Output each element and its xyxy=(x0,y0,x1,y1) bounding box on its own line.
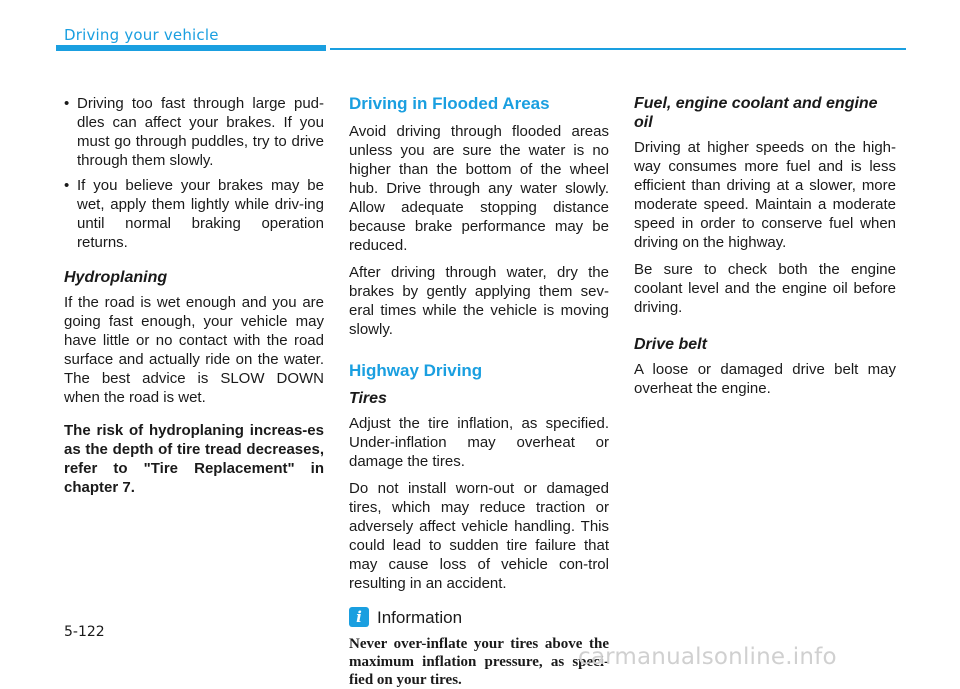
flooded-areas-heading: Driving in Flooded Areas xyxy=(349,94,550,113)
drive-belt-heading: Drive belt xyxy=(634,336,707,353)
drive-belt-paragraph: A loose or damaged drive belt may overheat the engine. xyxy=(634,361,896,397)
header-rule xyxy=(330,48,906,50)
column-middle xyxy=(349,94,609,689)
hydroplaning-heading: Hydroplaning xyxy=(64,269,168,286)
hydroplaning-paragraph: If the road is wet enough and you are going fast enough, your vehicle may have little or no contact with the road surface and actually ride on the water. The best advice is SLOW DOWN when the road is wet. xyxy=(64,294,324,406)
list-item: • Driving too fast through large pud-dles can affect your brakes. If you must go through puddles, try to drive through them slowly. xyxy=(64,94,324,170)
watermark: carmanualsonline.info xyxy=(578,644,837,670)
fuel-paragraph-2: Be sure to check both the engine coolant level and the engine oil before driving. xyxy=(634,261,896,316)
highway-driving-heading: Highway Driving xyxy=(349,361,483,380)
information-header xyxy=(349,607,609,627)
tires-paragraph-2: Do not install worn-out or damaged tires, which may reduce traction or adversely affect vehicle handling. This could lead to sudden tire failure that may cause loss of vehicle con-trol resulting in an accident. xyxy=(349,480,609,592)
information-text: Never over-inflate your tires above the maximum inflation pressure, as speci-fied on your tires. xyxy=(349,636,609,688)
hydroplaning-note: The risk of hydroplaning increas-es as the depth of tire tread decreases, refer to "Tire Replacement" in chapter 7. xyxy=(64,422,324,496)
fuel-paragraph-1: Driving at higher speeds on the high-way consumes more fuel and is less efficient than driving at a slower, more moderate speed. Maintain a moderate speed in order to conserve fuel when driving on the highway. xyxy=(634,139,896,251)
fuel-heading: Fuel, engine coolant and engine oil xyxy=(634,95,878,131)
section-title: Driving your vehicle xyxy=(64,26,219,44)
information-icon: i xyxy=(349,607,369,627)
page-number: 5-122 xyxy=(64,624,105,640)
bullet-list xyxy=(64,94,324,252)
tires-heading: Tires xyxy=(349,390,387,407)
flooded-paragraph-1: Avoid driving through flooded areas unless you are sure the water is no higher than the bottom of the wheel hub. Drive through any water slowly. Allow adequate stopping distance because brake performance may be reduced. xyxy=(349,123,609,254)
information-label: Information xyxy=(377,607,463,627)
header-accent-bar xyxy=(56,45,326,51)
flooded-paragraph-2: After driving through water, dry the brakes by gently applying them sev-eral times while the vehicle is moving slowly. xyxy=(349,264,609,338)
column-left xyxy=(64,94,324,505)
tires-paragraph-1: Adjust the tire inflation, as specified. Under-inflation may overheat or damage the tires. xyxy=(349,415,609,470)
list-item: • If you believe your brakes may be wet, apply them lightly while driv-ing until normal braking operation returns. xyxy=(64,176,324,252)
column-right xyxy=(634,94,896,406)
